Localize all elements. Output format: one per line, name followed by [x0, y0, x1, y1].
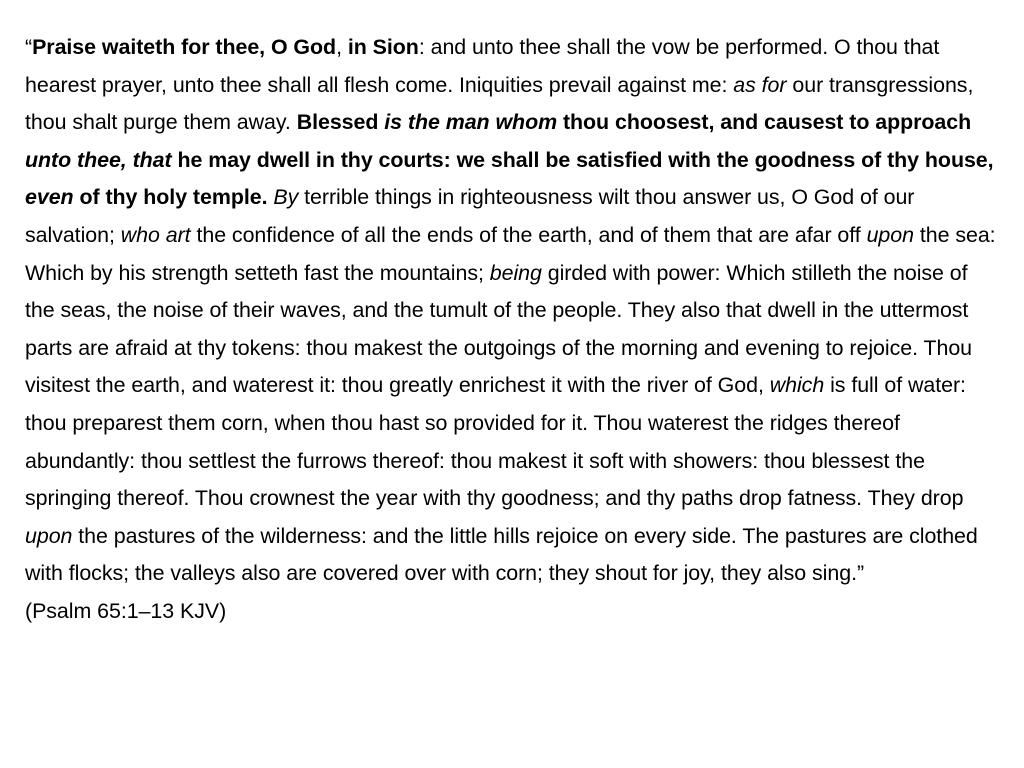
- document-page: [25, 29, 1000, 631]
- text-segment-bold-italic: even: [25, 185, 74, 210]
- text-segment: : and unto thee shall the vow be performed. O thou that hearest prayer, unto thee shall all flesh come. Iniquities prevail against me:: [25, 35, 940, 97]
- text-segment-italic: which: [769, 373, 825, 398]
- text-segment-italic: who art: [120, 222, 191, 247]
- psalm-passage: [25, 29, 1000, 631]
- text-segment-bold-italic: is the man whom: [384, 110, 558, 135]
- text-segment-bold: Praise waiteth for thee, O God: [32, 35, 337, 59]
- text-segment-bold: thou choosest, and causest to approach: [557, 110, 972, 135]
- text-segment-bold: he may dwell in thy courts: we shall be satisfied with the goodness of thy house,: [171, 147, 994, 172]
- text-segment-italic: By: [273, 185, 299, 210]
- text-segment: the sea: Which by his strength setteth fast the mountains;: [25, 222, 996, 285]
- text-segment: terrible things in righteousness wilt thou answer us, O God of our salvation;: [25, 185, 915, 247]
- text-segment-italic: being: [489, 260, 542, 285]
- text-segment: ,: [336, 35, 348, 59]
- text-segment: the confidence of all the ends of the earth, and of them that are afar off: [190, 222, 867, 247]
- text-segment-italic: upon: [25, 523, 73, 548]
- text-segment-bold: of thy holy temple.: [73, 185, 268, 210]
- text-segment-italic: upon: [866, 222, 914, 247]
- text-segment-bold: Blessed: [296, 110, 385, 135]
- text-segment-bold-italic: unto thee, that: [25, 147, 172, 172]
- text-segment: “: [25, 35, 33, 59]
- citation: (Psalm 65:1–13 KJV): [25, 598, 227, 623]
- text-segment: our transgressions, thou shalt purge them away.: [25, 72, 974, 135]
- text-segment-bold: in Sion: [347, 35, 419, 59]
- text-segment-italic: as for: [733, 72, 787, 97]
- text-segment: is full of water: thou preparest them corn, when thou hast so provided for it. Thou waterest the ridges thereof abundantly: thou settlest the furrows thereof: thou makest it soft with showers: thou blessest the springing thereof. Thou crownest the year with thy goodness; and thy paths drop fatness. They drop: [25, 373, 966, 511]
- text-segment: the pastures of the wilderness: and the little hills rejoice on every side. The pastures are clothed with flocks; the valleys also are covered over with corn; they shout for joy, they also sing.”: [25, 523, 978, 586]
- text-segment: girded with power: Which stilleth the noise of the seas, the noise of their waves, and the tumult of the people. They also that dwell in the uttermost parts are afraid at thy tokens: thou makest the outgoings of the morning and evening to rejoice. Thou visitest the earth, and waterest it: thou greatly enrichest it with the river of God,: [25, 260, 973, 398]
